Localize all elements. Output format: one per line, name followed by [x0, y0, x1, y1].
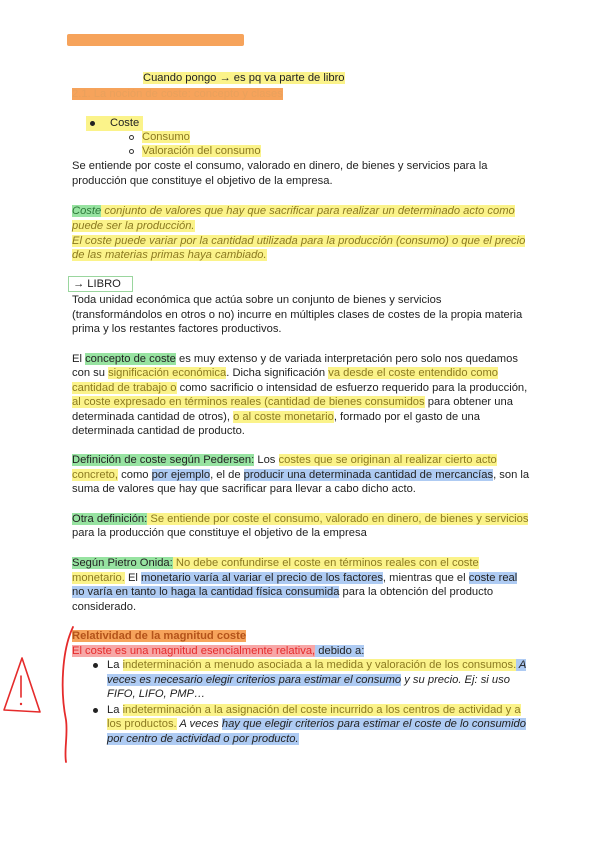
text: , formado por el gasto de una: [333, 411, 480, 423]
text: , mientras que el: [382, 572, 469, 584]
text: para obtener una: [424, 396, 513, 408]
highlight-blue: coste real: [468, 572, 518, 584]
highlight-yellow: concreto,: [72, 469, 119, 481]
text: A veces: [176, 718, 222, 730]
red-bracket-icon: [63, 627, 73, 762]
outline-sub-label: Valoración del consumo: [142, 145, 261, 157]
text: considerado.: [72, 601, 137, 613]
highlight-yellow: monetario.: [72, 572, 125, 584]
outline-sub-label: Consumo: [142, 131, 190, 143]
text: determinada cantidad de producto.: [72, 425, 245, 437]
text: producción que constituye el objetivo de la empresa.: [72, 175, 333, 187]
text: como: [118, 469, 152, 481]
text: con su: [72, 367, 109, 379]
highlight-blue: producir una determinada cantidad de mercancías: [243, 469, 494, 481]
text: (transformándolos en otros o no) incurre en múltiples clases de costes de la propia materia: [72, 309, 523, 321]
definition-text: de las materias primas haya cambiado.: [72, 249, 267, 261]
highlight-yellow: al coste expresado en términos reales (cantidad de bienes consumidos: [72, 396, 425, 408]
highlight-green: concepto de coste: [85, 353, 176, 365]
text: Los: [254, 454, 279, 466]
outline-item-label: Coste: [110, 117, 140, 129]
text: La: [107, 659, 123, 671]
warning-dot-icon: [20, 703, 22, 705]
highlight-yellow: los productos.: [107, 718, 177, 730]
text: , son la: [493, 469, 530, 481]
highlight-yellow: o al coste monetario: [233, 411, 334, 423]
highlight-yellow: indeterminación a menudo asociada a la medida y valoración de los consumos.: [122, 659, 517, 671]
highlight-red: El coste es una magnitud esencialmente relativa,: [72, 645, 316, 657]
text: y su precio. Ej: si uso: [401, 674, 510, 686]
text: . Dicha significación: [226, 367, 329, 379]
text: , el de: [210, 469, 244, 481]
definition-text: puede ser la producción.: [72, 220, 195, 232]
definition-label: Coste: [72, 205, 102, 217]
text: Se entiende por coste el consumo, valorado en dinero, de bienes y servicios para la: [72, 160, 488, 172]
highlight-blue: por centro de actividad o por producto.: [107, 733, 299, 745]
text: para la producción que constituye el objetivo de la empresa: [72, 527, 367, 539]
highlight-yellow: No debe confundirse el coste en términos reales con el coste: [172, 557, 479, 569]
text: prima y los restantes factores productivos.: [72, 323, 282, 335]
text: determinada cantidad de otros),: [72, 411, 234, 423]
highlight-blue: A: [516, 659, 527, 671]
highlight-yellow: costes que se originan al realizar cierto acto: [278, 454, 497, 466]
libro-label: → LIBRO: [73, 278, 121, 290]
definition-text: El coste puede variar por la cantidad utilizada para la producción (consumo) o que el precio: [72, 235, 526, 247]
highlight-green: Definición de coste según Pedersen:: [72, 454, 255, 466]
highlight-green: Otra definición:: [72, 513, 148, 525]
highlight-blue: hay que elegir criterios para estimar el coste de lo consumido: [221, 718, 526, 730]
highlight-blue: veces es necesario elegir criterios para estimar el consumo: [107, 674, 402, 686]
text: es muy extenso y de variada interpretación pero solo nos quedamos: [175, 353, 518, 365]
text: El: [124, 572, 142, 584]
relatividad-title-text: Relatividad de la magnitud coste: [72, 630, 247, 642]
header-note-text: Cuando pongo → es pq va parte de libro: [143, 72, 345, 84]
highlight-green: Según Pietro Onida:: [72, 557, 173, 569]
highlight-yellow: indeterminación a la asignación del coste incurrido a los centros de actividad y a: [122, 704, 521, 716]
highlight-blue: debido a:: [315, 645, 365, 657]
text: como sacrificio o intensidad de esfuerzo requerido para la producción,: [176, 382, 528, 394]
text: para la obtención del producto: [339, 586, 494, 598]
text: El: [72, 353, 86, 365]
section-title-text: 2.1. La noción de coste: concepto y clases: [72, 88, 283, 100]
highlight-blue: monetario varía al variar el precio de los factores: [141, 572, 383, 584]
highlight-yellow: va desde el coste entendido como: [328, 367, 499, 379]
text: Toda unidad económica que actúa sobre un conjunto de bienes y servicios: [72, 294, 442, 306]
definition-text: conjunto de valores que hay que sacrificar para realizar un determinado acto como: [101, 205, 515, 217]
text: suma de valores que hay que sacrificar para llevar a cabo dicho acto.: [72, 483, 416, 495]
highlight-yellow: cantidad de trabajo o: [72, 382, 177, 394]
text: FIFO, LIFO, PMP…: [107, 688, 206, 700]
highlight-blue: no varía en tanto lo haga la cantidad física consumida: [72, 586, 340, 598]
highlight-yellow: significación económica: [108, 367, 227, 379]
highlight-blue: por ejemplo: [151, 469, 211, 481]
highlight-yellow: Se entiende por coste el consumo, valorado en dinero, de bienes y servicios: [147, 513, 529, 525]
text: La: [107, 704, 123, 716]
